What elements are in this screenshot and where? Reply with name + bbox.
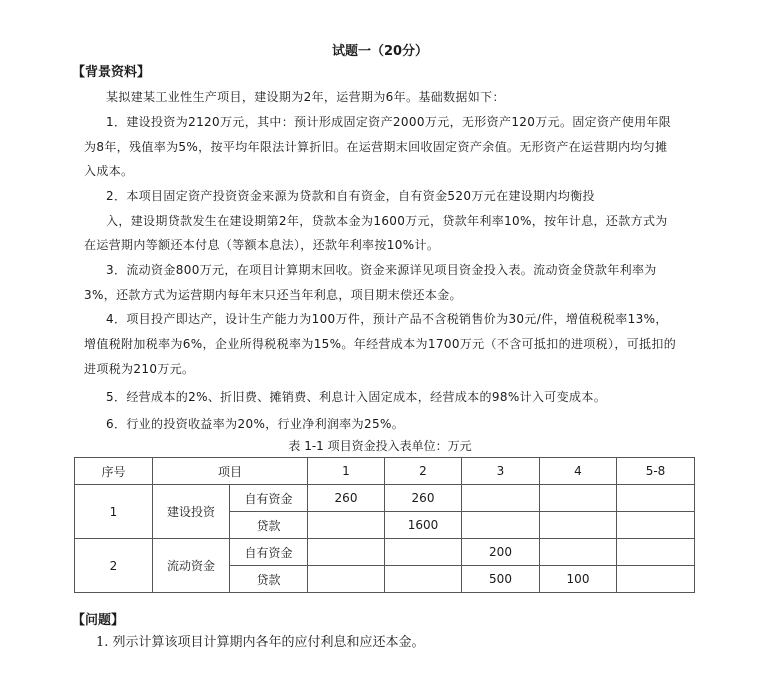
paragraph-item-1-line-3: 入成本。 bbox=[84, 164, 134, 178]
table-cell: 260 bbox=[385, 485, 462, 512]
paragraph-item-2-line-2: 入，建设期贷款发生在建设期第2年，贷款本金为1600万元，贷款年利率10%，按年计息，还款方式为 bbox=[106, 214, 668, 228]
table-cell bbox=[617, 512, 695, 539]
table-cell bbox=[462, 512, 540, 539]
fund-input-table bbox=[74, 457, 695, 593]
table-cell: 500 bbox=[462, 566, 540, 593]
group-seq: 1 bbox=[75, 485, 153, 539]
header-seq: 序号 bbox=[75, 458, 153, 485]
row-label: 自有资金 bbox=[230, 539, 308, 566]
header-year: 4 bbox=[540, 458, 617, 485]
group-name: 流动资金 bbox=[153, 539, 230, 593]
table-cell: 100 bbox=[540, 566, 617, 593]
table-cell bbox=[308, 512, 385, 539]
table-cell bbox=[617, 539, 695, 566]
table-cell bbox=[308, 566, 385, 593]
table-row bbox=[75, 539, 695, 566]
paragraph-item-3-line-2: 3%，还款方式为运营期内每年末只还当年利息，项目期末偿还本金。 bbox=[84, 288, 462, 302]
group-name: 建设投资 bbox=[153, 485, 230, 539]
table-caption: 表 1-1 项目资金投入表单位：万元 bbox=[288, 439, 472, 453]
table-cell bbox=[385, 539, 462, 566]
paragraph-intro: 某拟建某工业性生产项目，建设期为2年，运营期为6年。基础数据如下： bbox=[106, 90, 505, 104]
table-header-row bbox=[75, 458, 695, 485]
table-row bbox=[75, 485, 695, 512]
header-year: 3 bbox=[462, 458, 540, 485]
table-cell: 1600 bbox=[385, 512, 462, 539]
table-cell bbox=[385, 566, 462, 593]
header-item: 项目 bbox=[153, 458, 308, 485]
table-cell bbox=[617, 566, 695, 593]
questions-heading: 【问题】 bbox=[72, 613, 125, 628]
table-cell bbox=[540, 485, 617, 512]
table-cell bbox=[617, 485, 695, 512]
question-item: 1. 列示计算该项目计算期内各年的应付利息和应还本金。 bbox=[96, 635, 425, 650]
table-cell: 260 bbox=[308, 485, 385, 512]
exam-title: 试题一（20分） bbox=[331, 44, 429, 59]
paragraph-item-2-line-3: 在运营期内等额还本付息（等额本息法），还款年利率按10%计。 bbox=[84, 238, 440, 252]
row-label: 贷款 bbox=[230, 512, 308, 539]
table-cell bbox=[308, 539, 385, 566]
header-year: 2 bbox=[385, 458, 462, 485]
paragraph-item-4-line-3: 进项税为210万元。 bbox=[84, 362, 195, 376]
paragraph-item-4-line-1: 4．项目投产即达产，设计生产能力为100万件，预计产品不含税销售价为30元/件，增值税税率13%， bbox=[106, 312, 668, 326]
paragraph-item-4-line-2: 增值税附加税率为6%，企业所得税税率为15%。年经营成本为1700万元（不含可抵扣的进项税），可抵扣的 bbox=[84, 337, 677, 351]
header-year: 1 bbox=[308, 458, 385, 485]
paragraph-item-1-line-1: 1．建设投资为2120万元，其中：预计形成固定资产2000万元，无形资产120万元。固定资产使用年限 bbox=[106, 115, 672, 129]
paragraph-item-2-line-1: 2．本项目固定资产投资资金来源为贷款和自有资金，自有资金520万元在建设期内均衡投 bbox=[106, 189, 595, 203]
table-cell bbox=[462, 485, 540, 512]
paragraph-item-5: 5．经营成本的2%、折旧费、摊销费、利息计入固定成本，经营成本的98%计入可变成本。 bbox=[106, 390, 607, 404]
table-cell bbox=[540, 539, 617, 566]
row-label: 自有资金 bbox=[230, 485, 308, 512]
paragraph-item-6: 6．行业的投资收益率为20%，行业净利润率为25%。 bbox=[106, 417, 405, 431]
header-year: 5-8 bbox=[617, 458, 695, 485]
row-label: 贷款 bbox=[230, 566, 308, 593]
table-cell bbox=[540, 512, 617, 539]
table-cell: 200 bbox=[462, 539, 540, 566]
group-seq: 2 bbox=[75, 539, 153, 593]
background-heading: 【背景资料】 bbox=[72, 65, 151, 80]
paragraph-item-1-line-2: 为8年，残值率为5%，按平均年限法计算折旧。在运营期末回收固定资产余值。无形资产在运营期内均匀摊 bbox=[84, 140, 668, 154]
paragraph-item-3-line-1: 3．流动资金800万元，在项目计算期末回收。资金来源详见项目资金投入表。流动资金贷款年利率为 bbox=[106, 263, 657, 277]
